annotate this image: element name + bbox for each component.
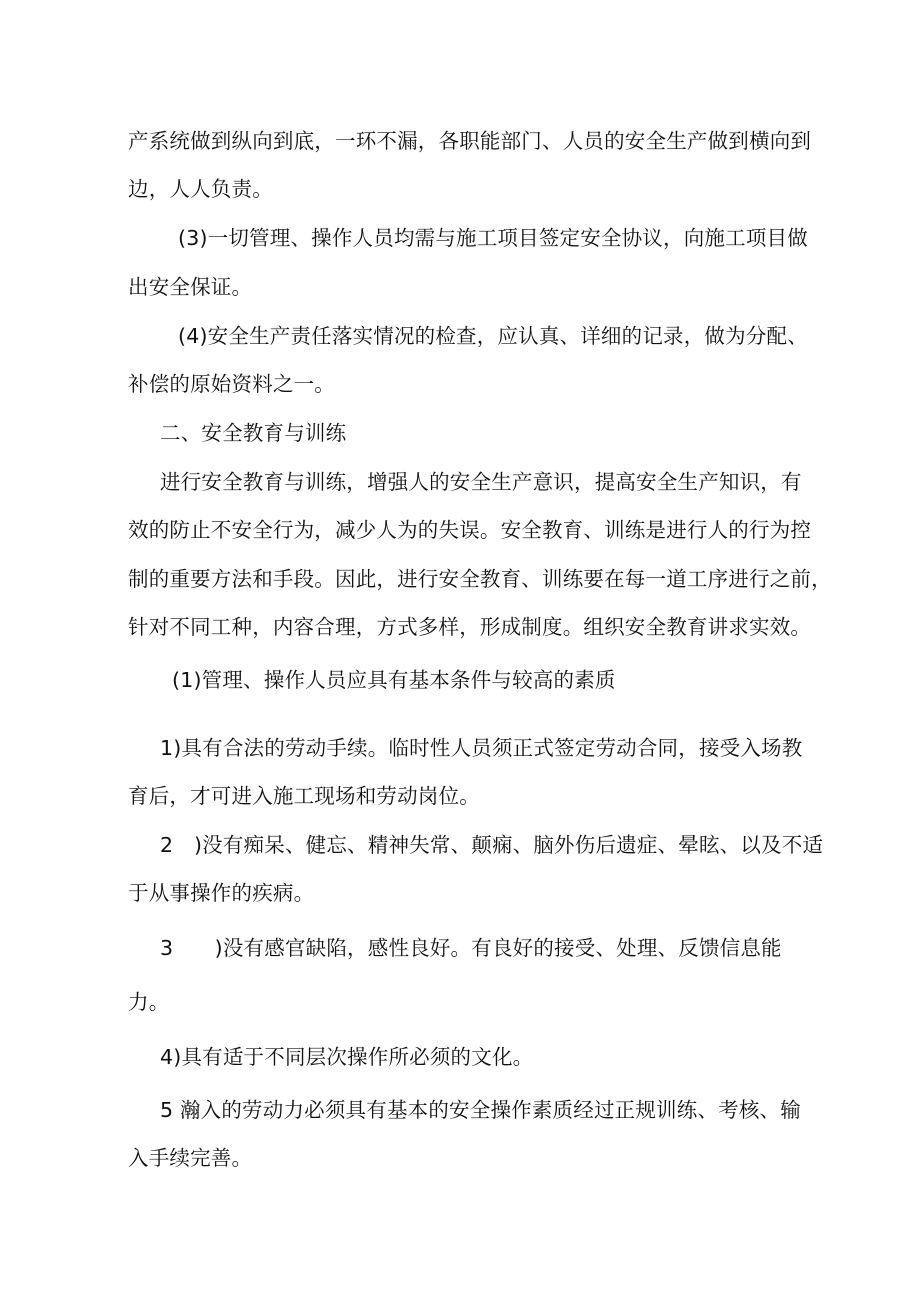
text-line: 3 )没有感官缺陷，感性良好。有良好的接受、处理、反馈信息能 (160, 936, 782, 960)
text-line: 力。 (128, 990, 170, 1014)
text-line: 4)具有适于不同层次操作所必须的文化。 (160, 1045, 534, 1069)
text-line: 入手续完善。 (128, 1146, 253, 1170)
subsection-heading: (1)管理、操作人员应具有基本条件与较高的素质 (172, 668, 616, 692)
text-line: 效的防止不安全行为，减少人为的失误。安全教育、训练是进行人的行为控 (128, 518, 812, 542)
text-line: 1)具有合法的劳动手续。临时性人员须正式签定劳动合同，接受入场教 (160, 736, 803, 760)
text-line: 进行安全教育与训练，增强人的安全生产意识，提高安全生产知识，有 (160, 470, 802, 494)
text-line: 补偿的原始资料之一。 (128, 372, 335, 396)
text-line: 边，人人负责。 (128, 177, 273, 201)
text-line: (3)一切管理、操作人员均需与施工项目签定安全协议，向施工项目做 (178, 226, 808, 250)
text-line: 5 瀚入的劳动力必须具有基本的安全操作素质经过正规训练、考核、输 (160, 1098, 801, 1122)
text-line: 产系统做到纵向到底，一环不漏，各职能部门、人员的安全生产做到横向到 (128, 129, 812, 153)
text-line: 育后，才可进入施工现场和劳动岗位。 (128, 784, 480, 808)
text-line: (4)安全生产责任落实情况的检查，应认真、详细的记录，做为分配、 (178, 324, 808, 348)
text-line: 出安全保证。 (128, 275, 253, 299)
section-heading: 二、安全教育与训练 (160, 421, 347, 445)
text-line: 针对不同工种，内容合理，方式多样，形成制度。组织安全教育讲求实效。 (128, 615, 812, 639)
text-line: 于从事操作的疾病。 (128, 881, 315, 905)
text-line: 2 )没有痴呆、健忘、精神失常、颠痫、脑外伤后遗症、晕眩、以及不适 (160, 833, 824, 857)
text-line: 制的重要方法和手段。因此，进行安全教育、训练要在每一道工序进行之前， (128, 567, 832, 591)
